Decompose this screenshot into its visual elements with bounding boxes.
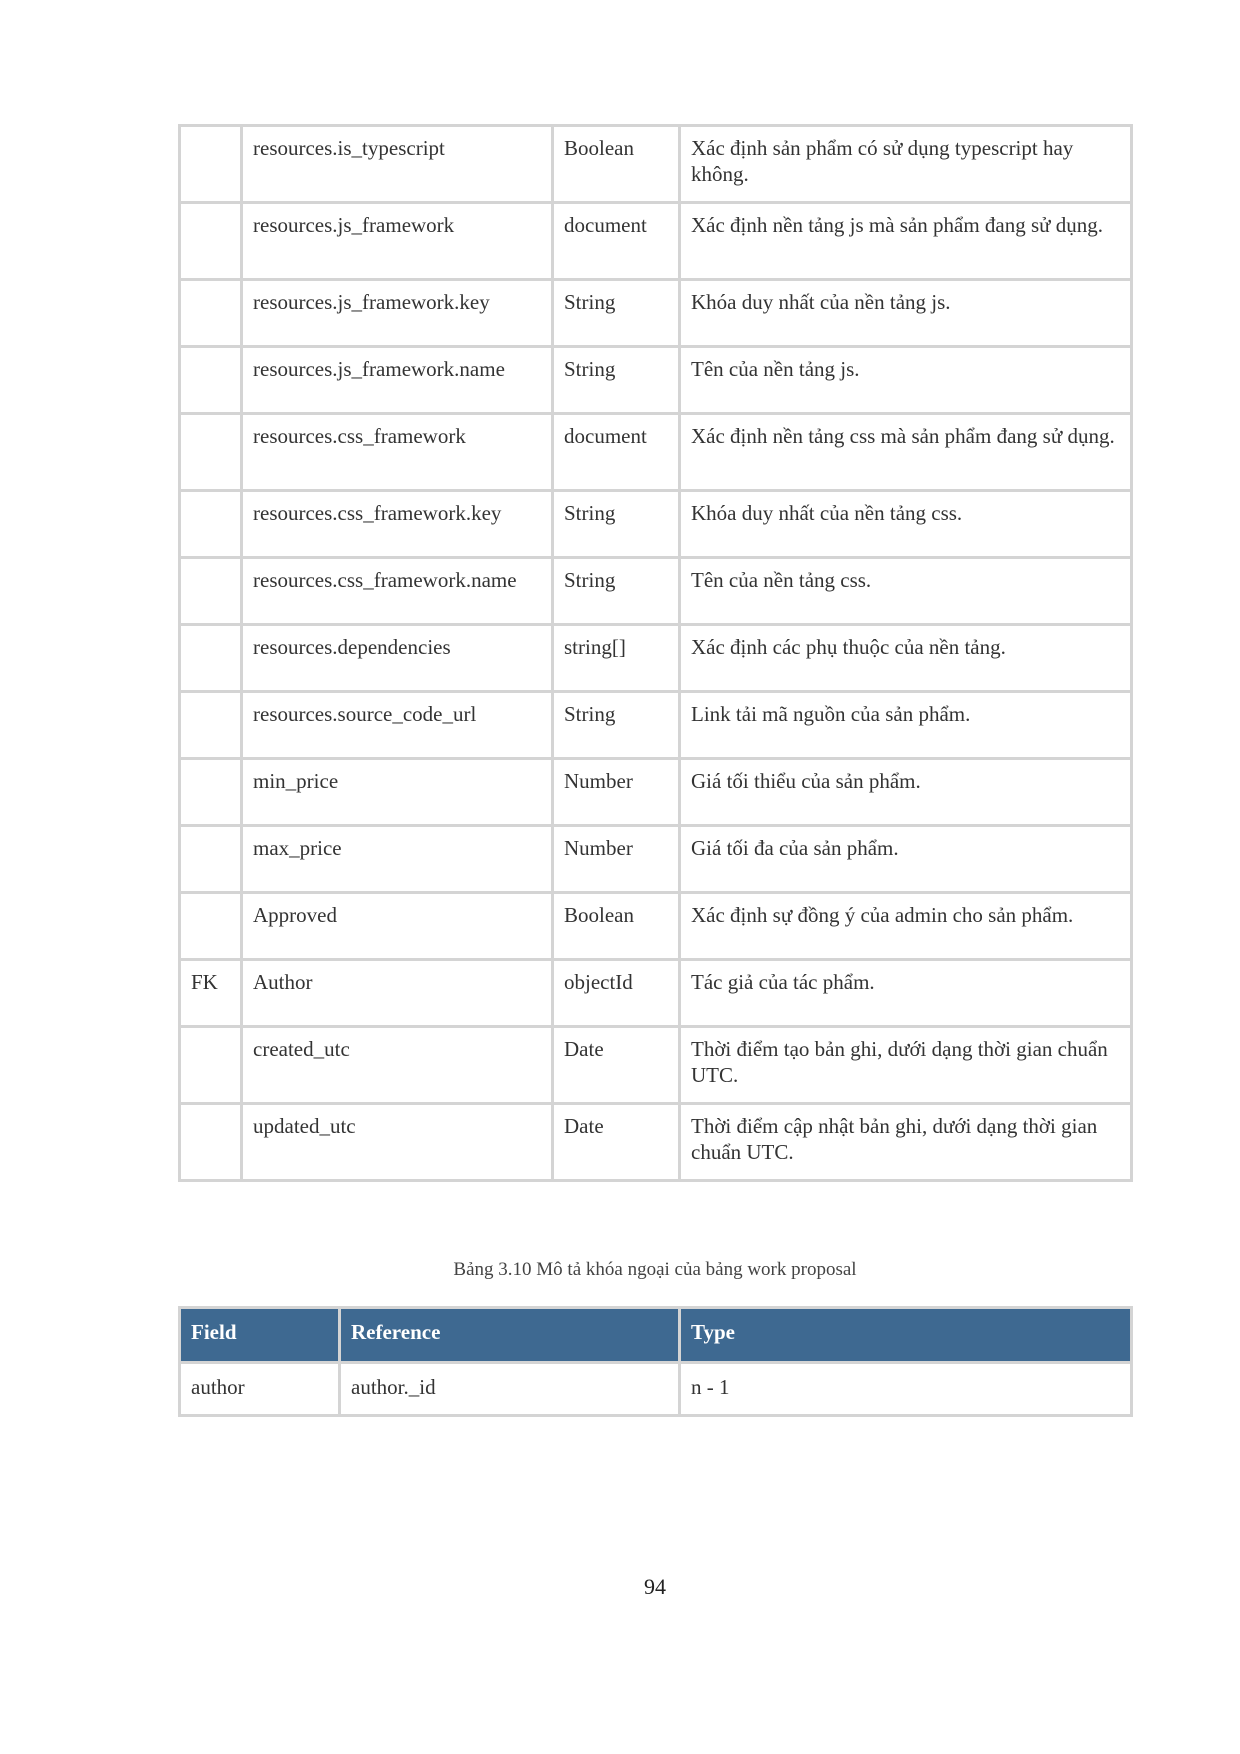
cell-description: Xác định nền tảng js mà sản phẩm đang sử dụng. (680, 203, 1132, 280)
cell-key (180, 625, 242, 692)
cell-type: string[] (553, 625, 680, 692)
cell-field: resources.css_framework.key (242, 491, 553, 558)
cell-field: resources.source_code_url (242, 692, 553, 759)
cell-description: Xác định nền tảng css mà sản phẩm đang sử dụng. (680, 414, 1132, 491)
cell-field: updated_utc (242, 1104, 553, 1181)
cell-description: Thời điểm tạo bản ghi, dưới dạng thời gian chuẩn UTC. (680, 1027, 1132, 1104)
cell-key (180, 347, 242, 414)
cell-description: Link tải mã nguồn của sản phẩm. (680, 692, 1132, 759)
table-row (180, 203, 1132, 280)
cell-field: resources.dependencies (242, 625, 553, 692)
cell-type: String (553, 347, 680, 414)
table-row (180, 625, 1132, 692)
cell-key (180, 1027, 242, 1104)
cell-key (180, 203, 242, 280)
cell-description: Xác định sản phẩm có sử dụng typescript hay không. (680, 126, 1132, 203)
foreign-key-table (178, 1306, 1133, 1417)
cell-description: Xác định sự đồng ý của admin cho sản phẩm. (680, 893, 1132, 960)
header-type: Type (680, 1308, 1132, 1363)
cell-field: resources.js_framework.key (242, 280, 553, 347)
cell-field: max_price (242, 826, 553, 893)
table-row (180, 414, 1132, 491)
cell-field: Author (242, 960, 553, 1027)
cell-key (180, 491, 242, 558)
cell-type: document (553, 414, 680, 491)
table-row (180, 893, 1132, 960)
cell-key (180, 126, 242, 203)
table-row (180, 826, 1132, 893)
table-row (180, 692, 1132, 759)
cell-key (180, 1104, 242, 1181)
header-reference: Reference (340, 1308, 680, 1363)
cell-type: String (553, 692, 680, 759)
cell-type: String (553, 491, 680, 558)
cell-field: resources.is_typescript (242, 126, 553, 203)
table-row (180, 280, 1132, 347)
cell-description: Tác giả của tác phẩm. (680, 960, 1132, 1027)
table-row (180, 1104, 1132, 1181)
cell-field: resources.js_framework (242, 203, 553, 280)
header-field: Field (180, 1308, 340, 1363)
cell-description: Xác định các phụ thuộc của nền tảng. (680, 625, 1132, 692)
cell-description: Tên của nền tảng css. (680, 558, 1132, 625)
cell-key (180, 893, 242, 960)
table-row (180, 1027, 1132, 1104)
cell-type: Boolean (553, 893, 680, 960)
cell-type: Number (553, 759, 680, 826)
cell-type: n - 1 (680, 1363, 1132, 1416)
fields-table (178, 124, 1133, 1182)
page-number: 94 (644, 1574, 666, 1599)
table-caption: Bảng 3.10 Mô tả khóa ngoại của bảng work proposal (453, 1259, 857, 1280)
cell-key: FK (180, 960, 242, 1027)
cell-type: String (553, 558, 680, 625)
cell-description: Khóa duy nhất của nền tảng js. (680, 280, 1132, 347)
cell-type: Date (553, 1027, 680, 1104)
cell-field: min_price (242, 759, 553, 826)
cell-type: String (553, 280, 680, 347)
cell-type: Boolean (553, 126, 680, 203)
cell-field: resources.css_framework (242, 414, 553, 491)
cell-description: Khóa duy nhất của nền tảng css. (680, 491, 1132, 558)
table-row (180, 759, 1132, 826)
cell-key (180, 692, 242, 759)
cell-type: Number (553, 826, 680, 893)
cell-reference: author._id (340, 1363, 680, 1416)
cell-description: Thời điểm cập nhật bản ghi, dưới dạng thời gian chuẩn UTC. (680, 1104, 1132, 1181)
cell-key (180, 280, 242, 347)
cell-type: document (553, 203, 680, 280)
table-row (180, 558, 1132, 625)
cell-field: Approved (242, 893, 553, 960)
cell-key (180, 558, 242, 625)
cell-key (180, 414, 242, 491)
cell-field: author (180, 1363, 340, 1416)
table-row (180, 126, 1132, 203)
cell-type: Date (553, 1104, 680, 1181)
cell-type: objectId (553, 960, 680, 1027)
cell-description: Giá tối đa của sản phẩm. (680, 826, 1132, 893)
table-row (180, 960, 1132, 1027)
cell-field: created_utc (242, 1027, 553, 1104)
table-row (180, 347, 1132, 414)
table-row (180, 491, 1132, 558)
cell-description: Giá tối thiểu của sản phẩm. (680, 759, 1132, 826)
cell-description: Tên của nền tảng js. (680, 347, 1132, 414)
cell-field: resources.js_framework.name (242, 347, 553, 414)
cell-key (180, 826, 242, 893)
table-row (180, 1363, 1132, 1416)
cell-field: resources.css_framework.name (242, 558, 553, 625)
header-row (180, 1308, 1132, 1363)
cell-key (180, 759, 242, 826)
